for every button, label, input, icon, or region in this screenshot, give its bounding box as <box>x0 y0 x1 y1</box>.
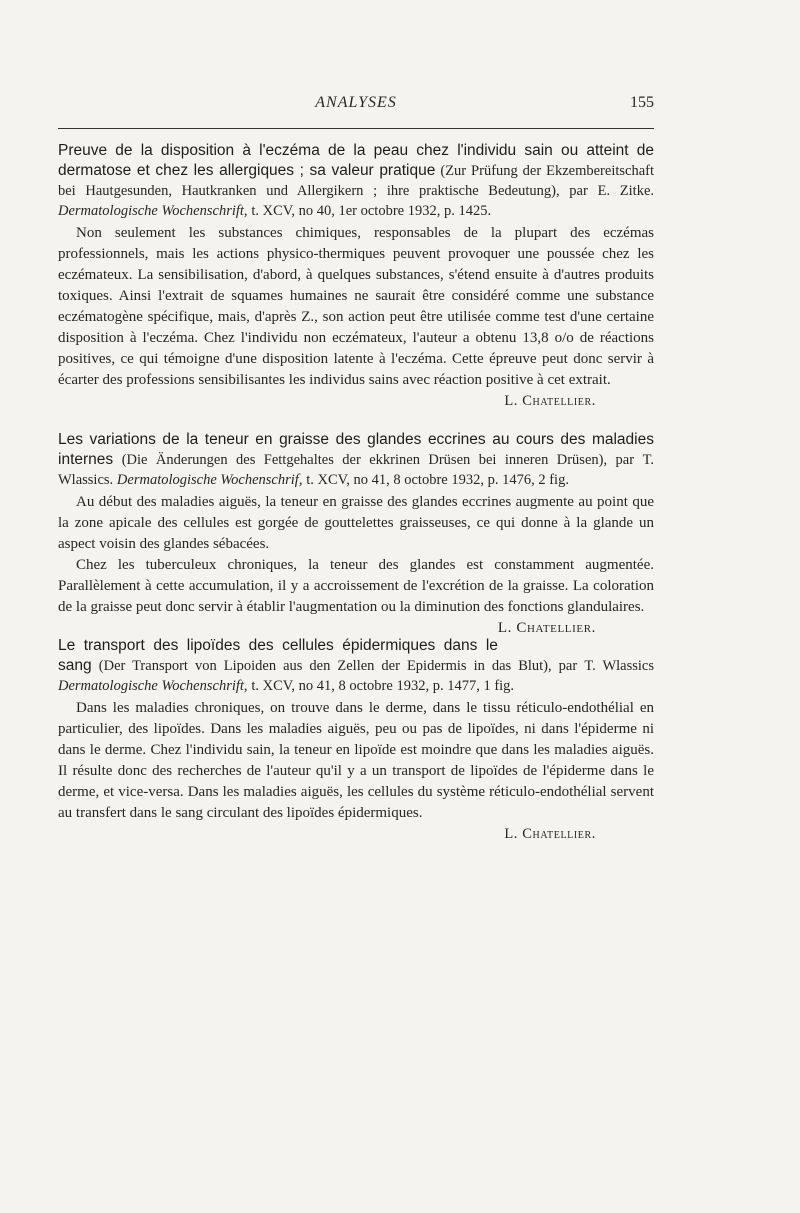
article-2-details: t. XCV, no 41, 8 octobre 1932, p. 1476, 2 fig. <box>306 472 569 488</box>
article-1-heading <box>58 141 654 221</box>
article-3-details: t. XCV, no 41, 8 octobre 1932, p. 1477, 1 fig. <box>251 678 515 694</box>
article-3-author: T. Wlassics <box>584 658 655 674</box>
article-3-heading <box>58 636 654 696</box>
article-1-journal: Dermatologische Wochenschrift, <box>58 203 248 219</box>
article-2-paragraph-2-text: Chez les tuberculeux chroniques, la teneur des glandes est constamment augmentée. Parallèlement à cette accumulation, il y a accroissement de l'excrétion de la graisse. La coloration de la graisse peut donc servir à établir l'augmentation ou la diminution des fonctions glandulaires. <box>58 557 654 615</box>
article-2-headline: Les variations de la teneur en graisse des glandes eccrines au cours des maladies internes <box>58 431 654 468</box>
page-header <box>58 92 654 122</box>
article-2-original-title: (Die Änderungen des Fettgehaltes der ekkrinen Drüsen bei inneren Drüsen), par <box>121 452 635 468</box>
article-2-heading <box>58 430 654 490</box>
header-rule <box>58 128 654 129</box>
article-3-paragraph-1: Dans les maladies chroniques, on trouve dans le derme, dans le tissu réticulo-endothélial en particulier, des lipoïdes. Dans les maladies aiguës, peu ou pas de lipoïdes, ni dans l'épiderme ni dans le derme. Chez l'individu sain, la teneur en lipoïde est moindre que dans les maladies aiguës. Il résulte donc des recherches de l'auteur qu'il y a un transport de lipoïdes de l'épiderme dans le derme, et vice-versa. Dans les maladies aiguës, les cellules du système réticulo-endothélial servent au transfert dans le sang circulant des lipoïdes épidermiques. <box>58 700 654 821</box>
article-3-original-title: (Der Transport von Lipoiden aus den Zellen der Epidermis in das Blut), par <box>98 658 578 674</box>
article-2-paragraph-1: Au début des maladies aiguës, la teneur en graisse des glandes eccrines augmente au point que la zone apicale des cellules est gorgée de gouttelettes graisseuses, ce qui donne à la glande un aspect voisin des glandes sébacées. <box>58 494 654 552</box>
article-3-headline: Le transport des lipoïdes des cellules épidermiques dans le sang <box>58 637 498 674</box>
article-2-signature: L. Chatellier. <box>497 620 596 636</box>
page-number: 155 <box>630 94 654 111</box>
article-1-paragraph-1: Non seulement les substances chimiques, responsables de la plupart des eczémas professionnels, mais les actions physico-thermiques peuvent provoquer une poussée chez les eczémateux. La sensibilisation, d'abord, à quelques substances, s'étend ensuite à d'autres produits toxiques. Ainsi l'extrait de squames humaines ne saurait être considéré comme une substance eczématogène spécifique, mais, d'après Z., son action peut être utilisée comme test d'une certaine disposition à l'eczéma. Chez l'individu non eczémateux, l'auteur a obtenu 13,8 o/o de réactions positives, ce qui témoigne d'une disposition latente à l'eczéma. Cette épreuve peut donc servir à écarter des professions sensibilisantes les individus sains avec réaction positive à cet extrait. <box>58 225 654 388</box>
article-2-author: T. Wlassics. <box>58 452 655 488</box>
article-3-signature: L. Chatellier. <box>504 826 596 842</box>
article-1-author: E. Zitke. <box>597 183 654 199</box>
article-1-headline: Preuve de la disposition à l'eczéma de la peau chez l'individu sain ou atteint de dermatose et chez les allergiques ; sa valeur pratique <box>58 142 654 179</box>
article-1-original-title: (Zur Prüfung der Ekzembereitschaft bei Hautgesunden, Hautkranken und Allergikern ; ihre praktische Bedeutung), par <box>58 163 654 199</box>
article-1-details: t. XCV, no 40, 1er octobre 1932, p. 1425. <box>251 203 492 219</box>
article-3 <box>58 636 654 845</box>
article-3-journal: Dermatologische Wochenschrift, <box>58 678 248 694</box>
page <box>58 92 654 863</box>
article-2-paragraph-2 <box>58 555 654 636</box>
article-2-journal: Dermatologische Wochenschrif, <box>116 472 303 488</box>
article-1 <box>58 141 654 412</box>
article-1-signature: L. Chatellier. <box>504 393 596 409</box>
running-title: ANALYSES <box>315 94 397 111</box>
article-2 <box>58 430 655 636</box>
